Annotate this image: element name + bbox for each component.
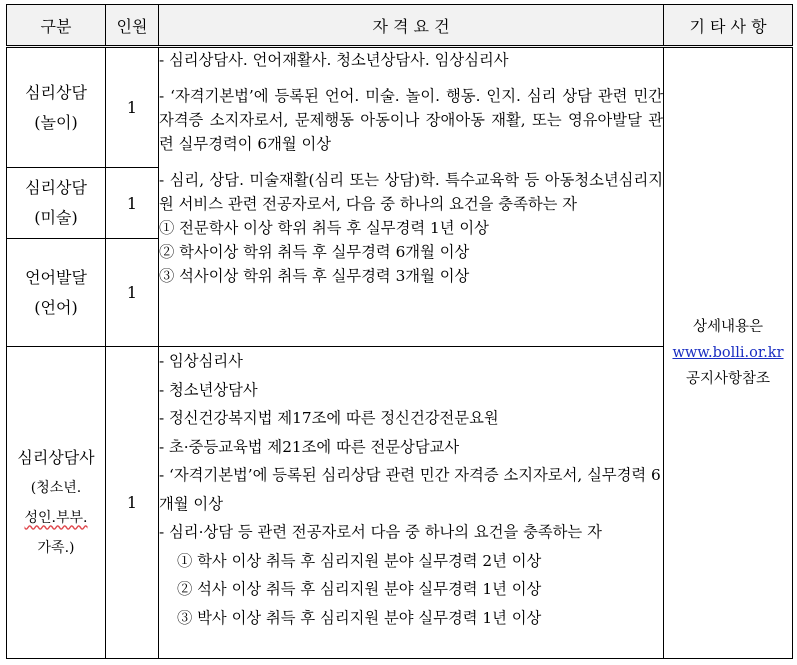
website-link[interactable]: www.bolli.or.kr: [672, 345, 784, 361]
requirement-item: - ‘자격기본법’에 등록된 언어. 미술. 놀이. 행동. 인지. 심리 상담 관련 민간 자격증 소지자로서, 문제행동 아동이나 장애아동 재활, 또는 영유아발달 관련 실무경력이 6개월 이상: [159, 87, 663, 153]
header-count: 인원: [106, 5, 159, 47]
category-name: 심리상담: [25, 82, 87, 102]
requirement-item: - ‘자격기본법’에 등록된 심리상담 관련 민간 자격증 소지자로서, 실무경력 6개월 이상: [159, 466, 661, 513]
requirement-item: - 정신건강복지법 제17조에 따른 정신건강전문요원: [159, 409, 499, 427]
requirement-item: - 초·중등교육법 제21조에 따른 전문상담교사: [159, 437, 460, 456]
category-sub: (놀이): [34, 112, 78, 132]
requirement-option: ② 학사이상 학위 취득 후 실무경력 6개월 이상: [159, 243, 470, 261]
header-row: [7, 5, 793, 47]
category-sub: 성인.부부.: [24, 509, 88, 526]
category-sub: 가족.): [37, 539, 75, 556]
category-name: 심리상담사: [17, 447, 95, 467]
header-requirements: 자 격 요 건: [159, 5, 664, 47]
count-cell: 1: [106, 347, 159, 659]
requirements-cell-group1: [159, 47, 664, 347]
notes-line: 공지사항참조: [685, 371, 771, 387]
category-name: 심리상담: [25, 178, 87, 197]
requirement-option: ③ 박사 이상 취득 후 심리지원 분야 실무경력 1년 이상: [177, 608, 542, 627]
requirement-item: - 심리·상담 등 관련 전공자로서 다음 중 하나의 요건을 충족하는 자: [159, 523, 602, 541]
count-cell: 1: [106, 168, 159, 239]
count-cell: 1: [106, 47, 159, 168]
document: [6, 4, 793, 659]
category-sub: (언어): [34, 297, 78, 317]
table-row: [7, 47, 793, 168]
requirements-table: [6, 4, 793, 659]
category-sub: (미술): [34, 208, 78, 227]
requirement-item: - 심리, 상담. 미술재활(심리 또는 상담)학. 특수교육학 등 아동청소년심리지원 서비스 관련 전공자로서, 다음 중 하나의 요건을 충족하는 자: [159, 171, 663, 213]
category-cell: [7, 347, 106, 659]
notes-line: 상세내용은: [692, 319, 764, 335]
requirement-item: - 임상심리사: [159, 352, 243, 370]
category-sub: (청소년.: [30, 479, 82, 496]
header-category: 구분: [7, 5, 106, 47]
category-name: 언어발달: [25, 267, 87, 287]
requirement-option: ① 전문학사 이상 학위 취득 후 실무경력 1년 이상: [159, 219, 489, 237]
requirement-item: - 심리상담사. 언어재활사. 청소년상담사. 임상심리사: [159, 51, 509, 69]
requirement-option: ② 석사 이상 취득 후 심리지원 분야 실무경력 1년 이상: [177, 580, 542, 598]
category-cell: [7, 239, 106, 347]
requirement-item: - 청소년상담사: [159, 380, 258, 399]
header-notes: 기 타 사 항: [664, 5, 793, 47]
requirements-cell-group2: [159, 347, 664, 659]
category-cell: [7, 168, 106, 239]
notes-cell: [664, 47, 793, 659]
category-cell: [7, 47, 106, 168]
requirement-option: ① 학사 이상 취득 후 심리지원 분야 실무경력 2년 이상: [177, 551, 542, 570]
requirement-option: ③ 석사이상 학위 취득 후 실무경력 3개월 이상: [159, 267, 470, 285]
count-cell: 1: [106, 239, 159, 347]
